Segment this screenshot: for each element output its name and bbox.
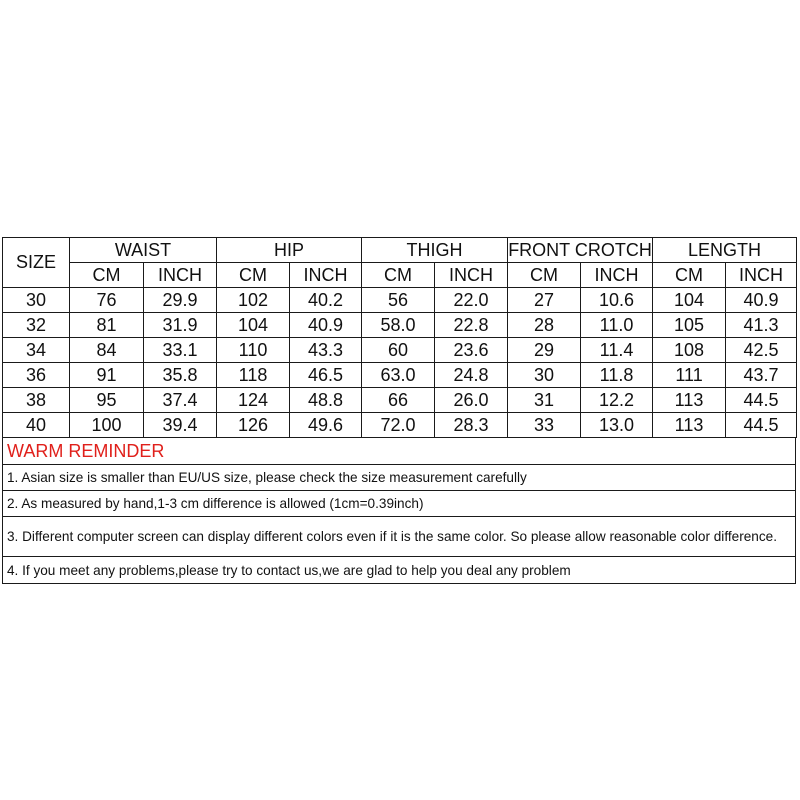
measure-cell: 31 [508,388,581,413]
measure-cell: 76 [70,288,144,313]
group-header-waist: WAIST [70,238,217,263]
reminder-note: 2. As measured by hand,1-3 cm difference is allowed (1cm=0.39inch) [3,491,796,517]
measure-cell: 22.8 [435,313,508,338]
measure-cell: 29 [508,338,581,363]
measure-cell: 40.2 [290,288,362,313]
unit-header: CM [362,263,435,288]
unit-header: CM [653,263,726,288]
measure-cell: 43.3 [290,338,362,363]
measure-cell: 66 [362,388,435,413]
measure-cell: 111 [653,363,726,388]
measure-cell: 102 [217,288,290,313]
group-header-length: LENGTH [653,238,797,263]
unit-header: INCH [581,263,653,288]
measure-cell: 28 [508,313,581,338]
group-header-thigh: THIGH [362,238,508,263]
measure-cell: 113 [653,413,726,438]
unit-header: CM [70,263,144,288]
measure-cell: 28.3 [435,413,508,438]
measure-cell: 84 [70,338,144,363]
measure-cell: 41.3 [726,313,797,338]
measure-cell: 33.1 [144,338,217,363]
table-header-groups [3,238,797,263]
measure-cell: 23.6 [435,338,508,363]
size-cell: 38 [3,388,70,413]
measure-cell: 124 [217,388,290,413]
size-header: SIZE [3,238,70,288]
size-cell: 40 [3,413,70,438]
measure-cell: 11.8 [581,363,653,388]
measure-cell: 42.5 [726,338,797,363]
measure-cell: 113 [653,388,726,413]
size-cell: 32 [3,313,70,338]
unit-header: INCH [290,263,362,288]
measure-cell: 56 [362,288,435,313]
measure-cell: 60 [362,338,435,363]
measure-cell: 24.8 [435,363,508,388]
measure-cell: 46.5 [290,363,362,388]
table-body [3,288,797,438]
measure-cell: 110 [217,338,290,363]
measure-cell: 33 [508,413,581,438]
measure-cell: 31.9 [144,313,217,338]
measure-cell: 43.7 [726,363,797,388]
measure-cell: 11.4 [581,338,653,363]
unit-header: INCH [726,263,797,288]
measure-cell: 22.0 [435,288,508,313]
table-row [3,313,797,338]
measure-cell: 40.9 [290,313,362,338]
measure-cell: 81 [70,313,144,338]
size-cell: 36 [3,363,70,388]
measure-cell: 40.9 [726,288,797,313]
measure-cell: 49.6 [290,413,362,438]
measure-cell: 44.5 [726,388,797,413]
measure-cell: 105 [653,313,726,338]
measure-cell: 95 [70,388,144,413]
measure-cell: 13.0 [581,413,653,438]
measure-cell: 108 [653,338,726,363]
measure-cell: 63.0 [362,363,435,388]
size-chart [2,237,796,584]
measure-cell: 39.4 [144,413,217,438]
size-table [2,237,797,438]
unit-header: CM [508,263,581,288]
unit-header: INCH [144,263,217,288]
measure-cell: 11.0 [581,313,653,338]
measure-cell: 27 [508,288,581,313]
size-cell: 30 [3,288,70,313]
measure-cell: 48.8 [290,388,362,413]
unit-header: INCH [435,263,508,288]
measure-cell: 10.6 [581,288,653,313]
table-row [3,413,797,438]
measure-cell: 35.8 [144,363,217,388]
table-row [3,363,797,388]
reminder-note: 1. Asian size is smaller than EU/US size, please check the size measurement carefully [3,465,796,491]
unit-header: CM [217,263,290,288]
table-row [3,388,797,413]
measure-cell: 118 [217,363,290,388]
measure-cell: 91 [70,363,144,388]
measure-cell: 100 [70,413,144,438]
measure-cell: 72.0 [362,413,435,438]
size-cell: 34 [3,338,70,363]
reminder-title: WARM REMINDER [3,438,796,465]
measure-cell: 12.2 [581,388,653,413]
reminder-section [2,438,796,584]
measure-cell: 29.9 [144,288,217,313]
reminder-note: 4. If you meet any problems,please try to contact us,we are glad to help you deal any problem [3,557,796,584]
table-row [3,338,797,363]
measure-cell: 44.5 [726,413,797,438]
measure-cell: 104 [217,313,290,338]
measure-cell: 37.4 [144,388,217,413]
measure-cell: 30 [508,363,581,388]
measure-cell: 104 [653,288,726,313]
table-row [3,288,797,313]
reminder-note: 3. Different computer screen can display different colors even if it is the same color. So please allow reasonable color difference. [3,517,796,557]
group-header-hip: HIP [217,238,362,263]
group-header-front-crotch: FRONT CROTCH [508,238,653,263]
measure-cell: 26.0 [435,388,508,413]
measure-cell: 126 [217,413,290,438]
table-header-units [3,263,797,288]
measure-cell: 58.0 [362,313,435,338]
